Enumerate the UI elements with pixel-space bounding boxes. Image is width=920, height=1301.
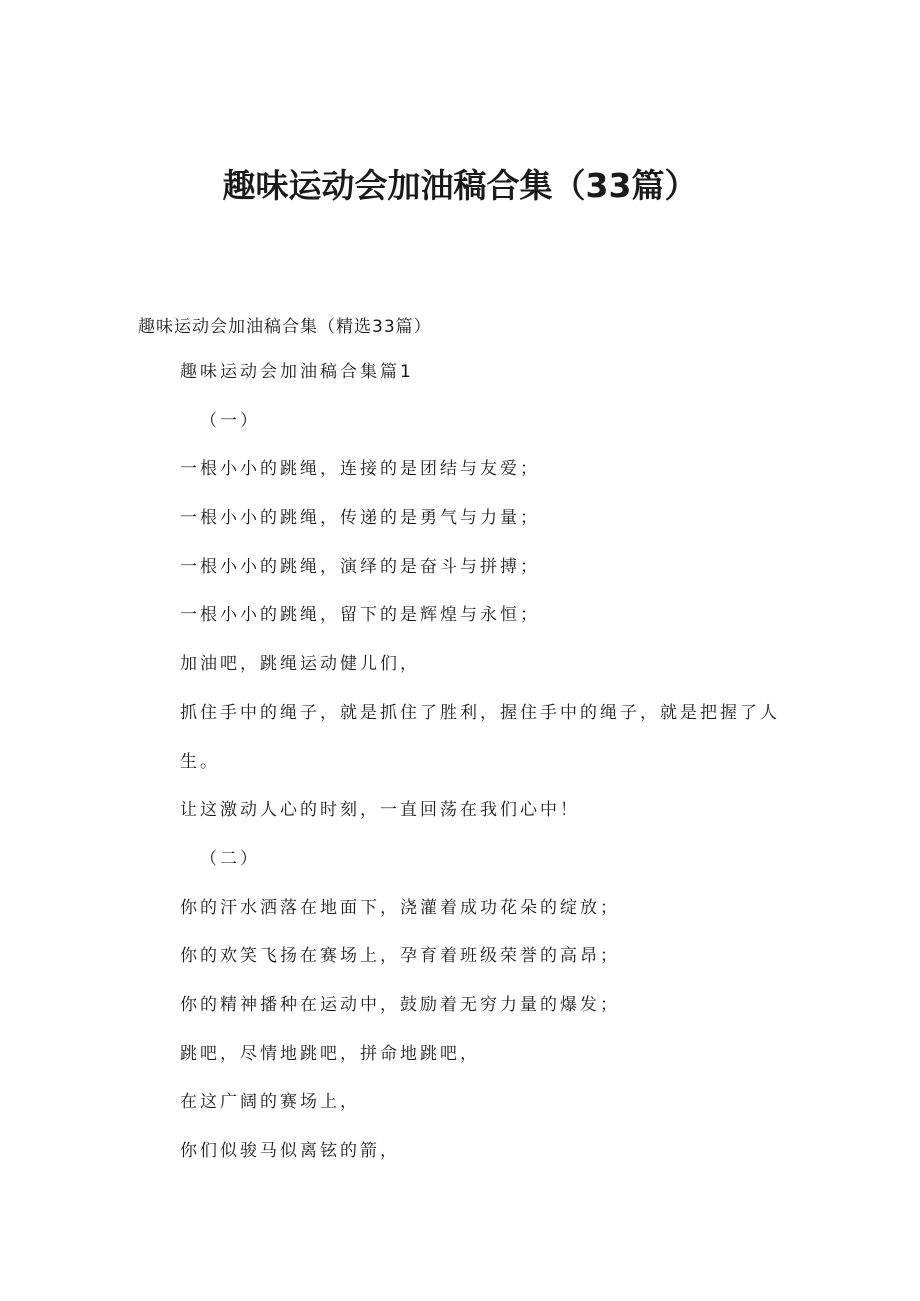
body-line: 你的汗水洒落在地面下，浇灌着成功花朵的绽放； bbox=[180, 897, 620, 918]
body-line: 一根小小的跳绳，连接的是团结与友爱； bbox=[180, 459, 540, 480]
body-line: 你们似骏马似离铉的箭， bbox=[180, 1141, 400, 1161]
body-line: 抓住手中的绳子，就是抓住了胜利，握住手中的绳子，就是把握了人 bbox=[180, 702, 780, 723]
body-line: 一根小小的跳绳，演绎的是奋斗与拼搏； bbox=[180, 556, 540, 577]
body-line: 你的欢笑飞扬在赛场上，孕育着班级荣誉的高昂； bbox=[180, 946, 620, 967]
document-title: 趣味运动会加油稿合集（33篇） bbox=[222, 166, 698, 205]
body-line: 跳吧，尽情地跳吧，拼命地跳吧， bbox=[180, 1043, 480, 1064]
document-body bbox=[180, 360, 800, 1188]
article-heading: 趣味运动会加油稿合集篇1 bbox=[180, 362, 414, 382]
body-line: 生。 bbox=[180, 751, 220, 772]
body-line: 加油吧，跳绳运动健儿们， bbox=[180, 654, 420, 675]
section-marker: （一） bbox=[200, 410, 260, 431]
body-line: 一根小小的跳绳，传递的是勇气与力量； bbox=[180, 508, 540, 529]
body-line: 在这广阔的赛场上， bbox=[180, 1092, 360, 1113]
body-line: 你的精神播种在运动中，鼓励着无穷力量的爆发； bbox=[180, 994, 620, 1015]
document-subtitle: 趣味运动会加油稿合集（精选33篇） bbox=[138, 317, 432, 337]
body-line: 一根小小的跳绳，留下的是辉煌与永恒； bbox=[180, 605, 540, 626]
section-marker: （二） bbox=[200, 848, 260, 869]
body-line: 让这激动人心的时刻，一直回荡在我们心中！ bbox=[180, 800, 580, 821]
